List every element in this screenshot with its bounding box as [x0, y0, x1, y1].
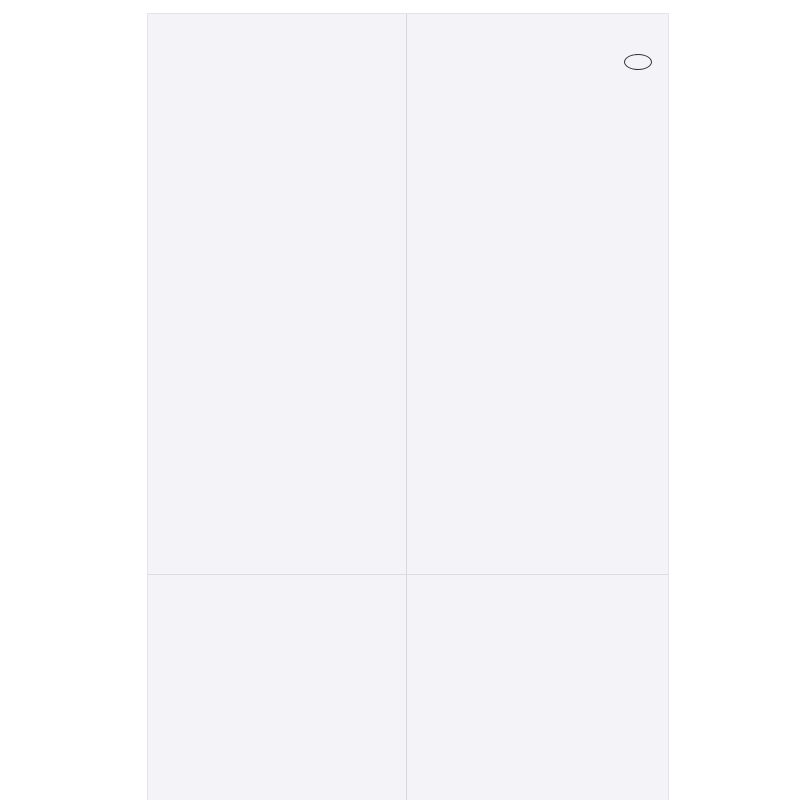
- label-specification: [170, 342, 240, 358]
- otc-badge: [624, 54, 652, 75]
- otc-label: [624, 54, 652, 70]
- fold-line-horizontal: [148, 574, 668, 575]
- fold-line-vertical: [406, 14, 407, 800]
- leaflet-page: [148, 14, 668, 800]
- label-appearance: [170, 276, 240, 292]
- label-composition: [170, 234, 240, 250]
